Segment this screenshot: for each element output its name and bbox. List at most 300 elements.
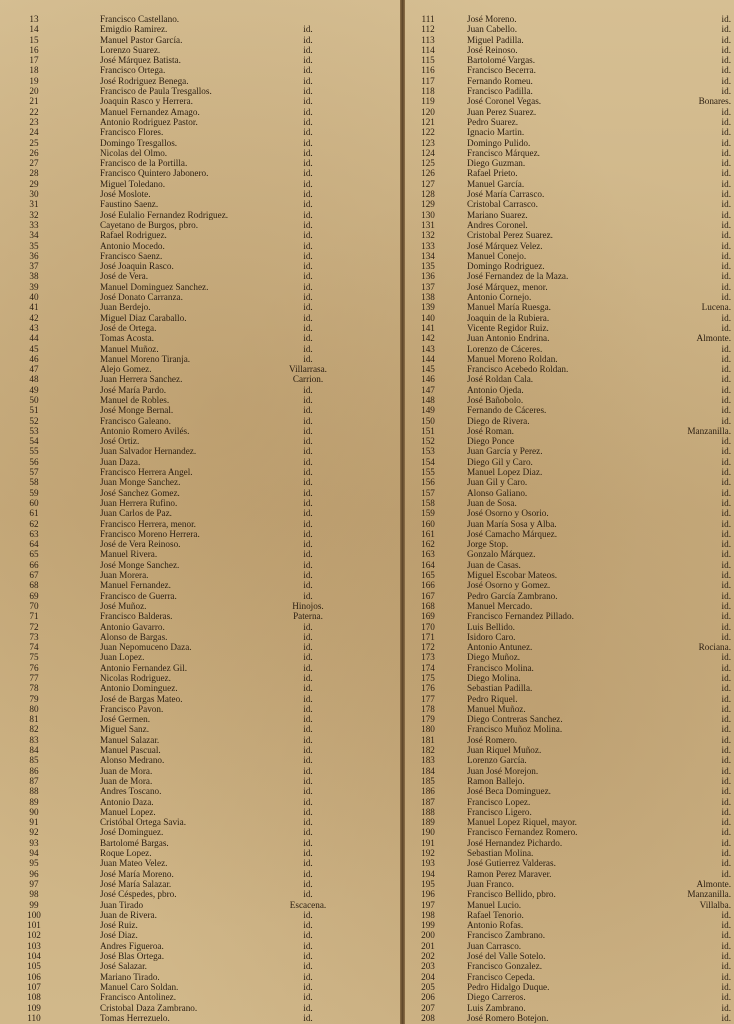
list-item bbox=[405, 1003, 734, 1013]
entry-number: 166 bbox=[421, 580, 435, 591]
entry-number: 52 bbox=[29, 415, 39, 426]
list-item bbox=[0, 632, 400, 642]
entry-name: Ignacio Martin. bbox=[467, 127, 525, 138]
entry-name: Lorenzo García. bbox=[467, 755, 527, 766]
entry-number: 123 bbox=[421, 137, 435, 148]
entry-name: Francisco Fernandez Pillado. bbox=[467, 611, 574, 622]
entry-name: José Rodriguez Benega. bbox=[100, 75, 189, 86]
entry-name: Francisco Flores. bbox=[100, 127, 164, 138]
entry-town: id. bbox=[721, 528, 731, 539]
entry-number: 125 bbox=[421, 158, 435, 169]
entry-number: 154 bbox=[421, 456, 435, 467]
list-item bbox=[0, 189, 400, 199]
entry-name: Antonio Daza. bbox=[100, 796, 154, 807]
entry-town: id. bbox=[303, 673, 313, 683]
entry-town: id. bbox=[303, 65, 313, 76]
entry-name: Diego Guzman. bbox=[467, 158, 526, 169]
list-item bbox=[405, 446, 734, 456]
entry-town: id. bbox=[303, 55, 313, 66]
list-item bbox=[0, 24, 400, 34]
entry-number: 115 bbox=[421, 55, 435, 66]
list-item bbox=[0, 271, 400, 281]
list-item bbox=[405, 55, 734, 65]
list-item bbox=[0, 827, 400, 837]
entry-name: Francisco Bellido, pbro. bbox=[467, 889, 556, 900]
list-item bbox=[0, 755, 400, 765]
entry-number: 74 bbox=[29, 642, 39, 653]
entry-name: Francisco Acebedo Roldan. bbox=[467, 364, 569, 375]
entry-name: José del Valle Sotelo. bbox=[467, 951, 546, 962]
entry-name: Diego Carreros. bbox=[467, 992, 526, 1003]
entry-number: 151 bbox=[421, 425, 435, 436]
entry-town: id. bbox=[721, 312, 731, 323]
entry-town: id. bbox=[303, 240, 313, 251]
list-item bbox=[0, 45, 400, 55]
list-item bbox=[405, 148, 734, 158]
entry-number: 65 bbox=[29, 549, 39, 560]
entry-town: id. bbox=[303, 333, 313, 344]
entry-number: 32 bbox=[29, 209, 39, 220]
entry-town: id. bbox=[303, 271, 313, 282]
entry-name: Rafael Prieto. bbox=[467, 168, 518, 179]
entry-town: id. bbox=[721, 240, 731, 251]
entry-number: 98 bbox=[29, 889, 39, 900]
entry-number: 190 bbox=[421, 827, 435, 838]
entry-number: 91 bbox=[29, 817, 39, 828]
entry-number: 106 bbox=[27, 971, 41, 982]
entry-number: 109 bbox=[27, 1002, 41, 1013]
list-item bbox=[405, 416, 734, 426]
entry-number: 191 bbox=[421, 837, 435, 848]
entry-name: Pedro García Zambrano. bbox=[467, 590, 558, 601]
list-item bbox=[405, 786, 734, 796]
list-item bbox=[405, 755, 734, 765]
entry-name: Juan de Rivera. bbox=[100, 909, 157, 920]
entry-number: 69 bbox=[29, 590, 39, 601]
entry-number: 50 bbox=[29, 394, 39, 405]
entry-name: Rafael Rodriguez. bbox=[100, 230, 167, 241]
list-item bbox=[405, 405, 734, 415]
entry-number: 187 bbox=[421, 796, 435, 807]
list-item bbox=[405, 107, 734, 117]
entry-number: 120 bbox=[421, 106, 435, 117]
entry-number: 63 bbox=[29, 528, 39, 539]
entry-number: 29 bbox=[29, 178, 39, 189]
entry-number: 116 bbox=[421, 65, 435, 76]
list-item bbox=[405, 797, 734, 807]
entry-name: José Joaquin Rasco. bbox=[100, 261, 174, 272]
entry-town: id. bbox=[303, 189, 313, 200]
entry-name: Joaquin de la Rubiera. bbox=[467, 312, 550, 323]
entry-number: 31 bbox=[29, 199, 39, 210]
list-item bbox=[405, 961, 734, 971]
entry-number: 205 bbox=[421, 981, 435, 992]
list-item bbox=[405, 632, 734, 642]
entry-number: 33 bbox=[29, 219, 39, 230]
entry-number: 149 bbox=[421, 405, 435, 416]
entry-town: Escacena. bbox=[289, 899, 327, 910]
entry-name: Antonio Gavarro. bbox=[100, 621, 165, 632]
list-item bbox=[405, 168, 734, 178]
entry-name: Roque Lopez. bbox=[100, 848, 152, 859]
entry-name: Fernando Romeu. bbox=[467, 75, 533, 86]
right-column bbox=[405, 14, 734, 1023]
entry-number: 139 bbox=[421, 302, 435, 313]
entry-town: id. bbox=[721, 178, 731, 189]
list-item bbox=[0, 385, 400, 395]
entry-number: 155 bbox=[421, 467, 435, 478]
entry-number: 186 bbox=[421, 786, 435, 797]
entry-name: Diego de Rivera. bbox=[467, 415, 530, 426]
list-item bbox=[0, 570, 400, 580]
entry-number: 94 bbox=[29, 848, 39, 859]
entry-number: 131 bbox=[421, 219, 435, 230]
entry-number: 88 bbox=[29, 786, 39, 797]
entry-number: 141 bbox=[421, 322, 435, 333]
list-item bbox=[405, 869, 734, 879]
entry-town: id. bbox=[303, 642, 313, 653]
list-item bbox=[0, 879, 400, 889]
entry-town: id. bbox=[303, 199, 313, 210]
entry-name: Pedro Suarez. bbox=[467, 116, 519, 127]
entry-name: Domingo Pulido. bbox=[467, 137, 531, 148]
entry-town: id. bbox=[303, 765, 313, 776]
entry-town: id. bbox=[721, 775, 731, 786]
list-item bbox=[405, 838, 734, 848]
list-item bbox=[0, 416, 400, 426]
list-item bbox=[405, 900, 734, 910]
list-item bbox=[0, 251, 400, 261]
entry-town: id. bbox=[303, 250, 313, 261]
entry-number: 68 bbox=[29, 580, 39, 591]
entry-number: 13 bbox=[29, 14, 39, 24]
entry-number: 76 bbox=[29, 662, 39, 673]
entry-town: id. bbox=[721, 127, 731, 138]
entry-number: 182 bbox=[421, 745, 435, 756]
list-item bbox=[0, 374, 400, 384]
entry-number: 40 bbox=[29, 292, 39, 303]
entry-name: Manuel Fernandez Amago. bbox=[100, 106, 200, 117]
list-item bbox=[0, 539, 400, 549]
entry-number: 72 bbox=[29, 621, 39, 632]
entry-town: id. bbox=[303, 178, 313, 189]
list-item bbox=[405, 14, 734, 24]
entry-number: 28 bbox=[29, 168, 39, 179]
entry-name: José de Vera Reinoso. bbox=[100, 539, 181, 550]
entry-town: id. bbox=[721, 837, 731, 848]
entry-number: 47 bbox=[29, 364, 39, 375]
entry-town: id. bbox=[721, 106, 731, 117]
entry-number: 122 bbox=[421, 127, 435, 138]
entry-town: id. bbox=[303, 724, 313, 735]
entry-number: 104 bbox=[27, 951, 41, 962]
entry-number: 41 bbox=[29, 302, 39, 313]
entry-name: José Salazar. bbox=[100, 961, 147, 972]
entry-town: id. bbox=[303, 96, 313, 107]
entry-name: Ramon Perez Maraver. bbox=[467, 868, 552, 879]
entry-town: id. bbox=[303, 322, 313, 333]
list-item bbox=[405, 889, 734, 899]
list-item bbox=[0, 395, 400, 405]
entry-name: Miguel Toledano. bbox=[100, 178, 166, 189]
entry-number: 160 bbox=[421, 518, 435, 529]
entry-name: Juan Berdejo. bbox=[100, 302, 151, 313]
entry-number: 178 bbox=[421, 703, 435, 714]
list-item bbox=[0, 138, 400, 148]
entry-town: id. bbox=[721, 570, 731, 581]
entry-number: 208 bbox=[421, 1012, 435, 1023]
entry-number: 174 bbox=[421, 662, 435, 673]
list-item bbox=[405, 251, 734, 261]
list-item bbox=[0, 529, 400, 539]
entry-town: id. bbox=[303, 590, 313, 601]
entry-name: Juan María Sosa y Alba. bbox=[467, 518, 557, 529]
list-item bbox=[0, 735, 400, 745]
list-item bbox=[405, 1013, 734, 1023]
entry-number: 44 bbox=[29, 333, 39, 344]
list-item bbox=[405, 271, 734, 281]
entry-town: id. bbox=[303, 951, 313, 962]
entry-town: id. bbox=[303, 508, 313, 519]
entry-town: id. bbox=[721, 868, 731, 879]
list-item bbox=[405, 313, 734, 323]
entry-number: 20 bbox=[29, 86, 39, 97]
list-item bbox=[405, 24, 734, 34]
entry-name: Diego Gil y Caro. bbox=[467, 456, 533, 467]
entry-name: Francisco Zambrano. bbox=[467, 930, 546, 941]
entry-name: Andres Figueroa. bbox=[100, 940, 164, 951]
list-item bbox=[0, 158, 400, 168]
entry-name: Domingo Tresgallos. bbox=[100, 137, 178, 148]
list-item bbox=[0, 333, 400, 343]
entry-name: José Diaz. bbox=[100, 930, 138, 941]
list-item bbox=[0, 302, 400, 312]
list-item bbox=[405, 65, 734, 75]
entry-number: 137 bbox=[421, 281, 435, 292]
entry-town: id. bbox=[303, 837, 313, 848]
entry-number: 147 bbox=[421, 384, 435, 395]
entry-name: Francisco Márquez. bbox=[467, 147, 540, 158]
list-item bbox=[0, 405, 400, 415]
entry-number: 46 bbox=[29, 353, 39, 364]
entry-number: 97 bbox=[29, 878, 39, 889]
list-item bbox=[0, 323, 400, 333]
entry-name: Cristobal Daza Zambrano. bbox=[100, 1002, 198, 1013]
list-item bbox=[405, 539, 734, 549]
entry-town: id. bbox=[303, 394, 313, 405]
entry-town: Manzanilla. bbox=[687, 425, 731, 436]
list-item bbox=[405, 714, 734, 724]
list-item bbox=[0, 807, 400, 817]
entry-name: Antonio Rodriguez Pastor. bbox=[100, 116, 198, 127]
entry-number: 114 bbox=[421, 44, 435, 55]
entry-name: Juan Daza. bbox=[100, 456, 141, 467]
entry-town: id. bbox=[303, 415, 313, 426]
list-item bbox=[0, 848, 400, 858]
entry-town: id. bbox=[303, 497, 313, 508]
entry-name: Diego Muñoz. bbox=[467, 652, 521, 663]
entry-name: Manuel Pastor García. bbox=[100, 34, 183, 45]
entry-name: José de Ortega. bbox=[100, 322, 157, 333]
list-item bbox=[0, 35, 400, 45]
entry-number: 59 bbox=[29, 487, 39, 498]
entry-number: 92 bbox=[29, 827, 39, 838]
list-item bbox=[0, 364, 400, 374]
entry-name: Manuel Fernandez. bbox=[100, 580, 171, 591]
entry-name: Juan Mateo Velez. bbox=[100, 858, 168, 869]
entry-town: id. bbox=[303, 683, 313, 694]
entry-name: Francisco Pavon. bbox=[100, 703, 164, 714]
entry-name: José de Bargas Mateo. bbox=[100, 693, 183, 704]
entry-town: id. bbox=[303, 858, 313, 869]
entry-town: id. bbox=[303, 425, 313, 436]
entry-name: José Márquez Velez. bbox=[467, 240, 543, 251]
list-item bbox=[0, 724, 400, 734]
list-item bbox=[405, 426, 734, 436]
entry-town: id. bbox=[303, 662, 313, 673]
entry-name: José Beca Dominguez. bbox=[467, 786, 551, 797]
list-item bbox=[0, 282, 400, 292]
entry-town: id. bbox=[721, 364, 731, 375]
entry-number: 183 bbox=[421, 755, 435, 766]
entry-town: Manzanilla. bbox=[687, 889, 731, 900]
entry-number: 71 bbox=[29, 611, 39, 622]
entry-town: id. bbox=[303, 549, 313, 560]
entry-name: José Monge Sanchez. bbox=[100, 559, 180, 570]
entry-town: id. bbox=[303, 920, 313, 931]
list-item bbox=[0, 549, 400, 559]
list-item bbox=[405, 189, 734, 199]
entry-town: Rociana. bbox=[698, 642, 731, 653]
list-item bbox=[0, 498, 400, 508]
entry-town: id. bbox=[303, 1002, 313, 1013]
list-item bbox=[405, 930, 734, 940]
entry-name: Lorenzo Suarez. bbox=[100, 44, 161, 55]
entry-town: id. bbox=[303, 477, 313, 488]
list-item bbox=[0, 354, 400, 364]
entry-number: 14 bbox=[29, 24, 39, 35]
entry-name: Sebastian Padilla. bbox=[467, 683, 533, 694]
entry-town: id. bbox=[721, 827, 731, 838]
entry-name: Juan Morera. bbox=[100, 570, 149, 581]
list-item bbox=[0, 817, 400, 827]
entry-number: 148 bbox=[421, 394, 435, 405]
list-item bbox=[0, 65, 400, 75]
entry-name: Lorenzo de Cáceres. bbox=[467, 343, 543, 354]
entry-name: Juan Gil y Caro. bbox=[467, 477, 528, 488]
entry-number: 133 bbox=[421, 240, 435, 251]
entry-name: Manuel Dominguez Sanchez. bbox=[100, 281, 209, 292]
entry-name: Diego Contreras Sanchez. bbox=[467, 714, 563, 725]
list-item bbox=[0, 580, 400, 590]
list-item bbox=[405, 776, 734, 786]
list-item bbox=[405, 117, 734, 127]
entry-name: Andres Toscano. bbox=[100, 786, 162, 797]
entry-town: id. bbox=[721, 415, 731, 426]
entry-name: Bartolomé Bargas. bbox=[100, 837, 169, 848]
entry-name: Francisco Herrera Angel. bbox=[100, 467, 193, 478]
entry-town: id. bbox=[303, 456, 313, 467]
list-item bbox=[405, 827, 734, 837]
entry-name: Vicente Regidor Ruiz. bbox=[467, 322, 549, 333]
list-item bbox=[0, 663, 400, 673]
entry-town: id. bbox=[303, 384, 313, 395]
entry-town: id. bbox=[721, 343, 731, 354]
entry-number: 188 bbox=[421, 806, 435, 817]
entry-number: 18 bbox=[29, 65, 39, 76]
list-item bbox=[405, 364, 734, 374]
entry-town: id. bbox=[721, 353, 731, 364]
entry-name: Francisco Muñoz Molina. bbox=[467, 724, 563, 735]
entry-town: id. bbox=[303, 693, 313, 704]
entry-town: Paterna. bbox=[293, 611, 323, 622]
entry-number: 129 bbox=[421, 199, 435, 210]
entry-town: id. bbox=[303, 848, 313, 859]
entry-town: id. bbox=[303, 889, 313, 900]
entry-number: 86 bbox=[29, 765, 39, 776]
entry-name: José Bañobolo. bbox=[467, 394, 524, 405]
entry-number: 77 bbox=[29, 673, 39, 683]
entry-town: id. bbox=[303, 261, 313, 272]
entry-town: id. bbox=[721, 168, 731, 179]
entry-town: id. bbox=[303, 487, 313, 498]
entry-town: id. bbox=[303, 714, 313, 725]
entry-name: José Ortiz. bbox=[100, 436, 140, 447]
entry-town: id. bbox=[303, 34, 313, 45]
list-item bbox=[405, 210, 734, 220]
list-item bbox=[0, 86, 400, 96]
entry-number: 24 bbox=[29, 127, 39, 138]
entry-town: id. bbox=[721, 116, 731, 127]
entry-number: 157 bbox=[421, 487, 435, 498]
entry-number: 176 bbox=[421, 683, 435, 694]
entry-name: Manuel Lopez Riquel, mayor. bbox=[467, 817, 577, 828]
list-item bbox=[0, 117, 400, 127]
entry-town: id. bbox=[303, 755, 313, 766]
entry-town: id. bbox=[303, 559, 313, 570]
entry-name: Francisco de Paula Tresgallos. bbox=[100, 86, 212, 97]
entry-name: Sebastian Molina. bbox=[467, 848, 534, 859]
list-item bbox=[405, 498, 734, 508]
entry-town: id. bbox=[721, 230, 731, 241]
entry-name: Nicolas Rodriguez. bbox=[100, 673, 171, 683]
entry-name: José María Carrasco. bbox=[467, 189, 545, 200]
entry-number: 78 bbox=[29, 683, 39, 694]
entry-number: 179 bbox=[421, 714, 435, 725]
entry-town: id. bbox=[303, 86, 313, 97]
list-item bbox=[0, 96, 400, 106]
entry-name: Joaquin Rasco y Herrera. bbox=[100, 96, 193, 107]
entry-name: Nicolas del Olmo. bbox=[100, 147, 168, 158]
list-item bbox=[0, 797, 400, 807]
entry-town: id. bbox=[721, 806, 731, 817]
entry-town: id. bbox=[721, 817, 731, 828]
entry-number: 126 bbox=[421, 168, 435, 179]
entry-name: Manuel Pascual. bbox=[100, 745, 161, 756]
list-item bbox=[0, 292, 400, 302]
entry-number: 90 bbox=[29, 806, 39, 817]
entry-number: 175 bbox=[421, 673, 435, 683]
entry-name: José Eulalio Fernandez Rodriguez. bbox=[100, 209, 229, 220]
list-item bbox=[0, 982, 400, 992]
list-item bbox=[0, 344, 400, 354]
entry-number: 103 bbox=[27, 940, 41, 951]
entry-town: id. bbox=[303, 528, 313, 539]
entry-town: id. bbox=[721, 394, 731, 405]
list-item bbox=[0, 179, 400, 189]
list-item bbox=[405, 323, 734, 333]
entry-town: id. bbox=[303, 467, 313, 478]
